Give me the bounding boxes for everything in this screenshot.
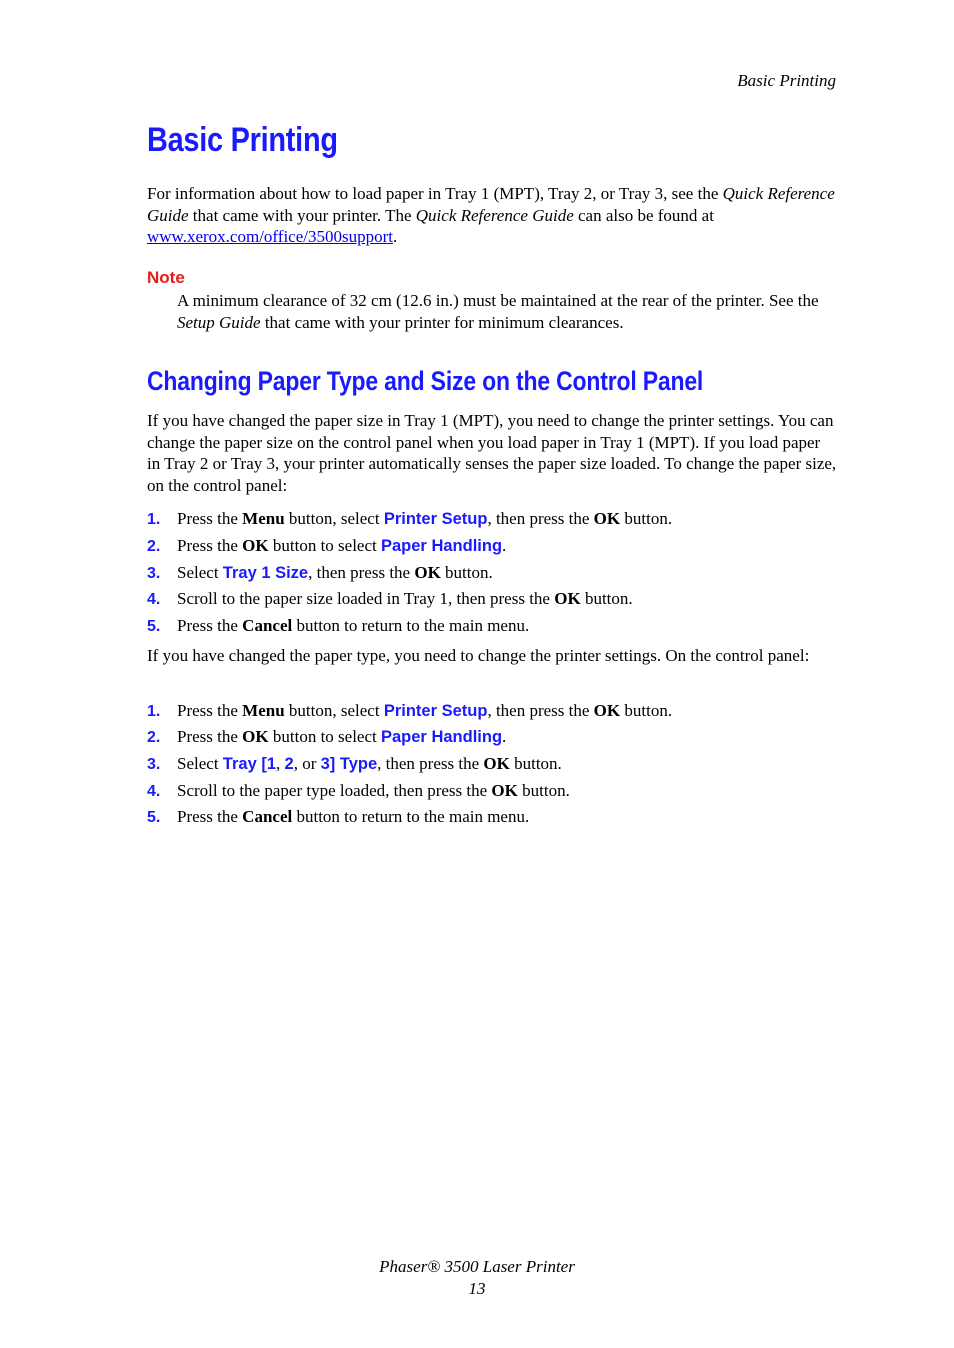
step-text: button.: [620, 701, 673, 720]
size-step-2: [147, 535, 847, 558]
step-text: .: [502, 727, 507, 746]
step-text: Select: [177, 563, 223, 582]
step-text: button.: [620, 509, 673, 528]
button-name: OK: [593, 701, 621, 720]
step-text: , then press the: [308, 563, 415, 582]
step-text: button to select: [268, 727, 381, 746]
section-paragraph-size: If you have changed the paper size in Tray 1 (MPT), you need to change the printer settings. You can change the paper size on the control panel when you load paper in Tray 1 (MPT). If you load paper in Tray 2 or Tray 3, your printer automatically senses the paper size loaded. To change the paper size, on the control panel:: [147, 411, 837, 495]
intro-text: can also be found at: [573, 205, 714, 225]
step-text: Press the: [177, 701, 243, 720]
step-text: button.: [440, 563, 493, 582]
size-step-3: [147, 562, 847, 585]
section-title: Changing Paper Type and Size on the Control Panel: [147, 366, 704, 396]
step-text: Press the: [177, 509, 243, 528]
section-paragraph-type: If you have changed the paper type, you need to change the printer settings. On the control panel:: [147, 646, 810, 665]
intro-text: .: [392, 227, 398, 247]
type-step-4: [147, 780, 847, 803]
button-name: OK: [414, 563, 441, 582]
step-number: 5.: [147, 618, 161, 635]
button-name: OK: [483, 754, 510, 773]
step-text: , then press the: [487, 509, 594, 528]
menu-option: Paper Handling: [381, 728, 503, 746]
step-text: Press the: [177, 536, 243, 555]
type-step-5: [147, 806, 847, 829]
step-number: 1.: [147, 703, 161, 720]
menu-option: Paper Handling: [381, 537, 503, 555]
step-number: 2.: [147, 538, 161, 555]
button-name: OK: [593, 509, 621, 528]
intro-guide-ref: Quick Reference Guide: [147, 184, 835, 225]
button-name: Cancel: [242, 616, 293, 635]
note-text: A minimum clearance of 32 cm (12.6 in.) must be maintained at the rear of the printer. See the: [177, 291, 819, 310]
step-text: button to return to the main menu.: [292, 807, 530, 826]
step-text: Press the: [177, 727, 243, 746]
step-text: .: [502, 536, 507, 555]
step-text: Press the: [177, 807, 243, 826]
menu-option: 2: [284, 755, 294, 773]
step-text: , then press the: [377, 754, 484, 773]
button-name: OK: [242, 727, 269, 746]
menu-option: Printer Setup: [383, 702, 488, 720]
step-number: 4.: [147, 783, 161, 800]
step-text: button to select: [268, 536, 381, 555]
support-link[interactable]: www.xerox.com/office/3500support: [147, 227, 393, 247]
button-name: OK: [554, 589, 581, 608]
intro-paragraph: [147, 183, 837, 248]
type-step-3: [147, 753, 847, 776]
intro-guide-ref: Quick Reference Guide: [415, 205, 574, 225]
button-name: Menu: [242, 509, 285, 528]
type-step-2: [147, 726, 847, 749]
step-text: button, select: [284, 701, 384, 720]
menu-option: Printer Setup: [383, 510, 488, 528]
type-step-1: [147, 700, 847, 723]
step-number: 3.: [147, 565, 161, 582]
note-body: [177, 290, 837, 334]
size-step-1: [147, 508, 847, 531]
button-name: OK: [242, 536, 269, 555]
menu-option: Tray 1 Size: [222, 564, 309, 582]
step-text: ,: [276, 754, 285, 773]
note-label: Note: [147, 268, 185, 287]
step-number: 1.: [147, 511, 161, 528]
button-name: Menu: [242, 701, 285, 720]
size-step-4: [147, 588, 847, 611]
intro-text: For information about how to load paper in Tray 1 (MPT), Tray 2, or Tray 3, see the: [147, 184, 723, 203]
running-header: Basic Printing: [737, 71, 836, 90]
step-text: , or: [293, 754, 321, 773]
step-number: 2.: [147, 729, 161, 746]
step-number: 5.: [147, 809, 161, 826]
setup-guide-ref: Setup Guide: [177, 313, 261, 332]
page-title: Basic Printing: [147, 121, 338, 159]
step-text: Scroll to the paper size loaded in Tray 1, then press the: [177, 589, 555, 608]
intro-text: that came with your printer. The: [188, 205, 416, 225]
footer-page-number: 13: [468, 1279, 486, 1298]
size-step-5: [147, 615, 847, 638]
step-text: Scroll to the paper type loaded, then press the: [177, 781, 492, 800]
menu-option: 3] Type: [320, 755, 378, 773]
step-text: button, select: [284, 509, 384, 528]
step-text: button to return to the main menu.: [292, 616, 530, 635]
button-name: Cancel: [242, 807, 293, 826]
footer-product: Phaser® 3500 Laser Printer: [379, 1257, 575, 1276]
step-text: button.: [509, 754, 562, 773]
step-text: button.: [517, 781, 570, 800]
step-text: button.: [580, 589, 633, 608]
step-text: Press the: [177, 616, 243, 635]
step-text: , then press the: [487, 701, 594, 720]
note-text: that came with your printer for minimum clearances.: [260, 313, 624, 332]
button-name: OK: [491, 781, 518, 800]
menu-option: Tray [1: [222, 755, 276, 773]
step-number: 4.: [147, 591, 161, 608]
step-text: Select: [177, 754, 223, 773]
step-number: 3.: [147, 756, 161, 773]
